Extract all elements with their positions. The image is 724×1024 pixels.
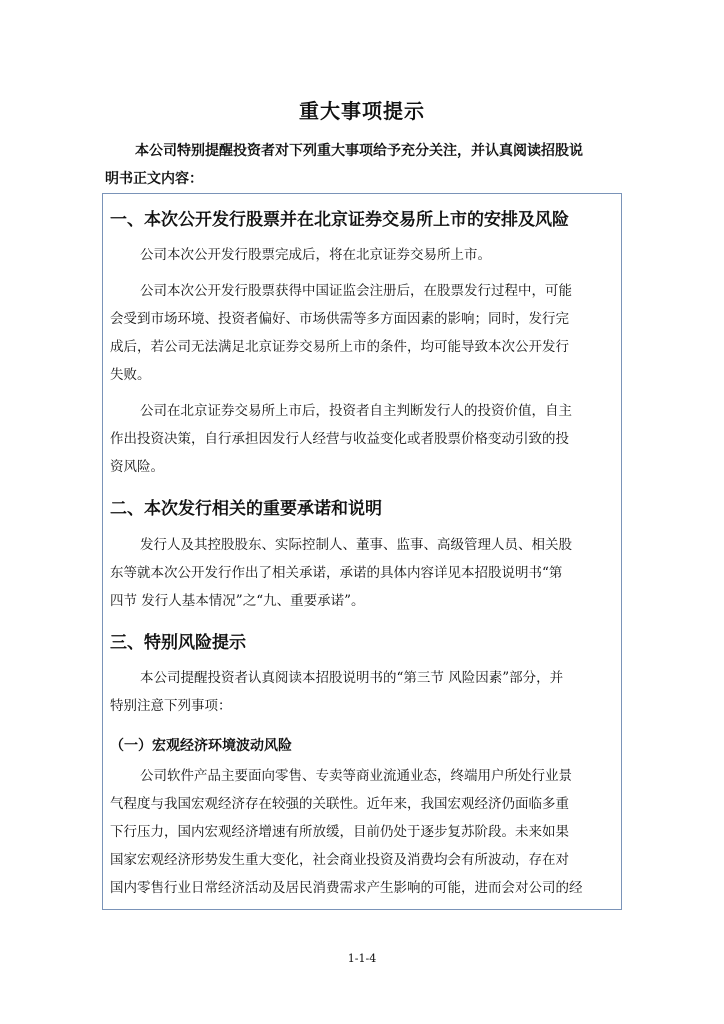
paragraph-line: 成后，若公司无法满足北京证券交易所上市的条件，均可能导致本次公开发行 [110, 339, 569, 355]
paragraph-line: 本公司提醒投资者认真阅读本招股说明书的“第三节 风险因素”部分，并 [140, 670, 564, 686]
paragraph-line: 公司本次公开发行股票完成后，将在北京证券交易所上市。 [140, 247, 491, 263]
page-number: 1-1-4 [347, 952, 377, 965]
paragraph [110, 277, 615, 389]
intro-line: 本公司特别提醒投资者对下列重大事项给予充分关注，并认真阅读招股说 [135, 143, 583, 159]
paragraph-line: 气程度与我国宏观经济存在较强的关联性。近年来，我国宏观经济仍面临多重 [110, 796, 569, 812]
paragraph-line: 四节 发行人基本情况”之“九、重要承诺”。 [110, 593, 365, 609]
paragraph [110, 664, 615, 720]
paragraph-line: 失败。 [110, 367, 151, 383]
paragraph-line: 特别注意下列事项： [110, 698, 232, 714]
paragraph-line: 公司在北京证券交易所上市后，投资者自主判断发行人的投资价值，自主 [140, 403, 572, 419]
paragraph-line: 公司本次公开发行股票获得中国证监会注册后，在股票发行过程中，可能 [140, 283, 572, 299]
paragraph-line: 资风险。 [110, 459, 164, 475]
paragraph-line: 会受到市场环境、投资者偏好、市场供需等多方面因素的影响；同时，发行完 [110, 311, 569, 327]
paragraph-line: 作出投资决策，自行承担因发行人经营与收益变化或者股票价格变动引致的投 [110, 431, 569, 447]
paragraph-line: 下行压力，国内宏观经济增速有所放缓，目前仍处于逐步复苏阶段。未来如果 [110, 824, 569, 840]
intro-line: 明书正文内容： [105, 171, 203, 187]
page-title: 重大事项提示 [299, 99, 425, 123]
section-heading-1: 一、本次公开发行股票并在北京证券交易所上市的安排及风险 [110, 210, 569, 230]
paragraph [110, 762, 615, 902]
section-heading-3: 三、特别风险提示 [110, 633, 246, 653]
paragraph [110, 397, 615, 481]
paragraph-line: 国内零售行业日常经济活动及居民消费需求产生影响的可能，进而会对公司的经 [110, 880, 583, 896]
subsection-heading: （一）宏观经济环境波动风险 [110, 738, 292, 754]
paragraph [110, 241, 615, 269]
section-heading-2: 二、本次发行相关的重要承诺和说明 [110, 499, 382, 519]
paragraph-line: 东等就本次公开发行作出了相关承诺，承诺的具体内容详见本招股说明书“第 [110, 565, 563, 581]
paragraph-line: 国家宏观经济形势发生重大变化，社会商业投资及消费均会有所波动，存在对 [110, 852, 569, 868]
paragraph-line: 公司软件产品主要面向零售、专卖等商业流通业态，终端用户所处行业景 [140, 768, 572, 784]
intro-paragraph [105, 137, 615, 193]
paragraph-line: 发行人及其控股股东、实际控制人、董事、监事、高级管理人员、相关股 [140, 537, 572, 553]
paragraph [110, 531, 615, 615]
